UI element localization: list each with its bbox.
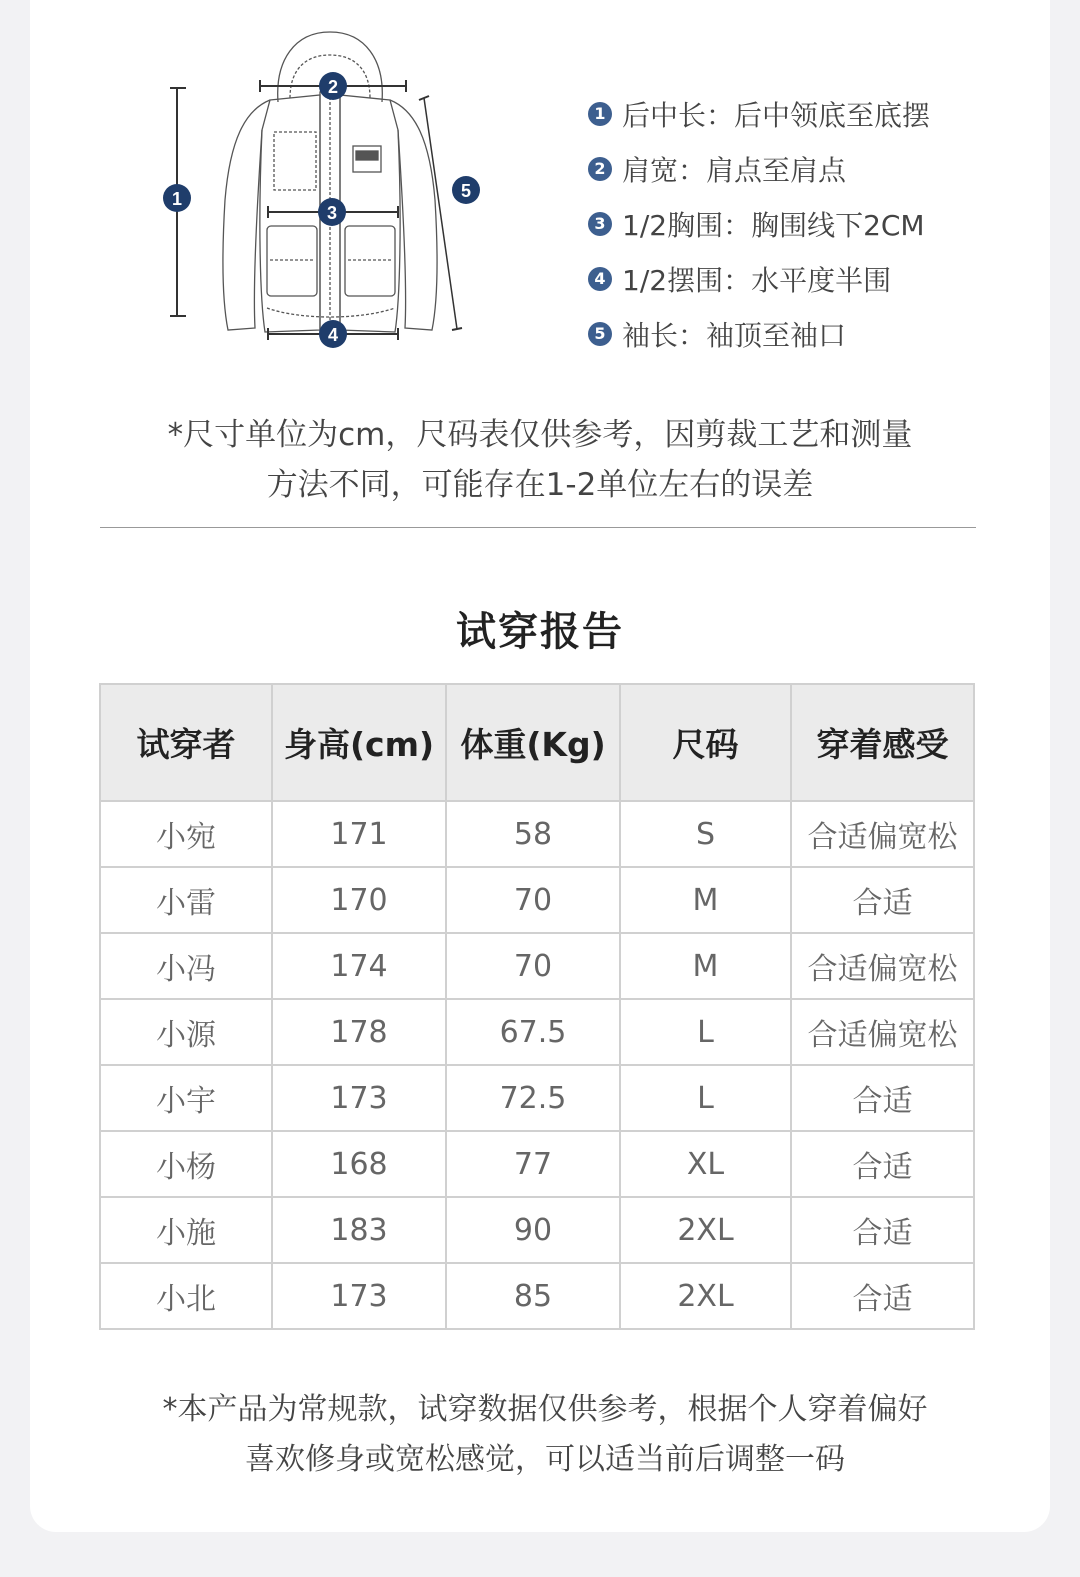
cell-fit: 合适 — [791, 1197, 974, 1263]
cell-weight: 67.5 — [446, 999, 620, 1065]
cell-tester: 小源 — [100, 999, 272, 1065]
legend-label: 1/2胸围：胸围线下2CM — [622, 208, 925, 242]
cell-height: 173 — [272, 1263, 446, 1329]
section-divider — [100, 527, 976, 528]
cell-weight: 70 — [446, 933, 620, 999]
cell-height: 170 — [272, 867, 446, 933]
cell-size: L — [620, 1065, 791, 1131]
legend-label: 后中长：后中领底至底摆 — [622, 98, 931, 132]
legend-label: 肩宽：肩点至肩点 — [622, 153, 847, 187]
table-row — [100, 1197, 974, 1263]
legend-number-badge: 2 — [588, 157, 612, 181]
table-row — [100, 933, 974, 999]
cell-fit: 合适 — [791, 1065, 974, 1131]
fit-disclaimer — [100, 1385, 990, 1485]
cell-tester: 小冯 — [100, 933, 272, 999]
table-row — [100, 867, 974, 933]
cell-tester: 小宛 — [100, 801, 272, 867]
cell-tester: 小施 — [100, 1197, 272, 1263]
cell-fit: 合适 — [791, 867, 974, 933]
marker-2: 2 — [327, 77, 339, 97]
legend-label: 1/2摆围：水平度半围 — [622, 263, 892, 297]
fit-disclaimer-line-1: *本产品为常规款，试穿数据仅供参考，根据个人穿着偏好 — [162, 1392, 928, 1427]
legend-item — [588, 86, 930, 141]
cell-height: 183 — [272, 1197, 446, 1263]
legend-number-badge: 4 — [588, 267, 612, 291]
marker-3: 3 — [326, 203, 338, 223]
cell-height: 178 — [272, 999, 446, 1065]
cell-fit: 合适 — [791, 1263, 974, 1329]
table-row — [100, 1263, 974, 1329]
marker-4: 4 — [327, 325, 339, 345]
header-fit-feeling: 穿着感受 — [791, 684, 974, 801]
legend-item — [588, 306, 930, 361]
cell-fit: 合适偏宽松 — [791, 933, 974, 999]
cell-tester: 小北 — [100, 1263, 272, 1329]
header-weight: 体重(Kg) — [446, 684, 620, 801]
measurement-legend — [588, 86, 930, 361]
legend-item — [588, 141, 930, 196]
cell-weight: 85 — [446, 1263, 620, 1329]
cell-size: M — [620, 867, 791, 933]
cell-height: 171 — [272, 801, 446, 867]
cell-weight: 58 — [446, 801, 620, 867]
cell-size: S — [620, 801, 791, 867]
fitting-report-table — [99, 683, 975, 1330]
cell-size: XL — [620, 1131, 791, 1197]
cell-tester: 小雷 — [100, 867, 272, 933]
cell-weight: 72.5 — [446, 1065, 620, 1131]
legend-number-badge: 5 — [588, 322, 612, 346]
cell-weight: 77 — [446, 1131, 620, 1197]
size-disclaimer-line-1: *尺寸单位为cm，尺码表仅供参考，因剪裁工艺和测量 — [167, 417, 913, 453]
cell-fit: 合适 — [791, 1131, 974, 1197]
cell-height: 168 — [272, 1131, 446, 1197]
cell-height: 173 — [272, 1065, 446, 1131]
report-title: 试穿报告 — [456, 609, 624, 655]
cell-size: 2XL — [620, 1197, 791, 1263]
legend-number-badge: 1 — [588, 102, 612, 126]
fit-disclaimer-line-2: 喜欢修身或宽松感觉，可以适当前后调整一码 — [245, 1442, 845, 1477]
cell-fit: 合适偏宽松 — [791, 801, 974, 867]
cell-tester: 小宇 — [100, 1065, 272, 1131]
table-row — [100, 999, 974, 1065]
jacket-measurement-diagram — [150, 20, 500, 360]
cell-tester: 小杨 — [100, 1131, 272, 1197]
table-row — [100, 801, 974, 867]
legend-number-badge: 3 — [588, 212, 612, 236]
header-height: 身高(cm) — [272, 684, 446, 801]
table-header-row — [100, 684, 974, 801]
size-disclaimer — [100, 410, 980, 510]
table-row — [100, 1065, 974, 1131]
cell-weight: 70 — [446, 867, 620, 933]
measurement-markers — [163, 72, 480, 348]
cell-weight: 90 — [446, 1197, 620, 1263]
legend-label: 袖长：袖顶至袖口 — [622, 318, 847, 352]
cell-fit: 合适偏宽松 — [791, 999, 974, 1065]
size-disclaimer-line-2: 方法不同，可能存在1-2单位左右的误差 — [266, 467, 814, 503]
header-tester: 试穿者 — [100, 684, 272, 801]
marker-5: 5 — [460, 181, 472, 201]
legend-item — [588, 251, 930, 306]
cell-size: L — [620, 999, 791, 1065]
marker-1: 1 — [171, 189, 183, 209]
cell-size: M — [620, 933, 791, 999]
legend-item — [588, 196, 930, 251]
header-size: 尺码 — [620, 684, 791, 801]
cell-height: 174 — [272, 933, 446, 999]
cell-size: 2XL — [620, 1263, 791, 1329]
table-row — [100, 1131, 974, 1197]
